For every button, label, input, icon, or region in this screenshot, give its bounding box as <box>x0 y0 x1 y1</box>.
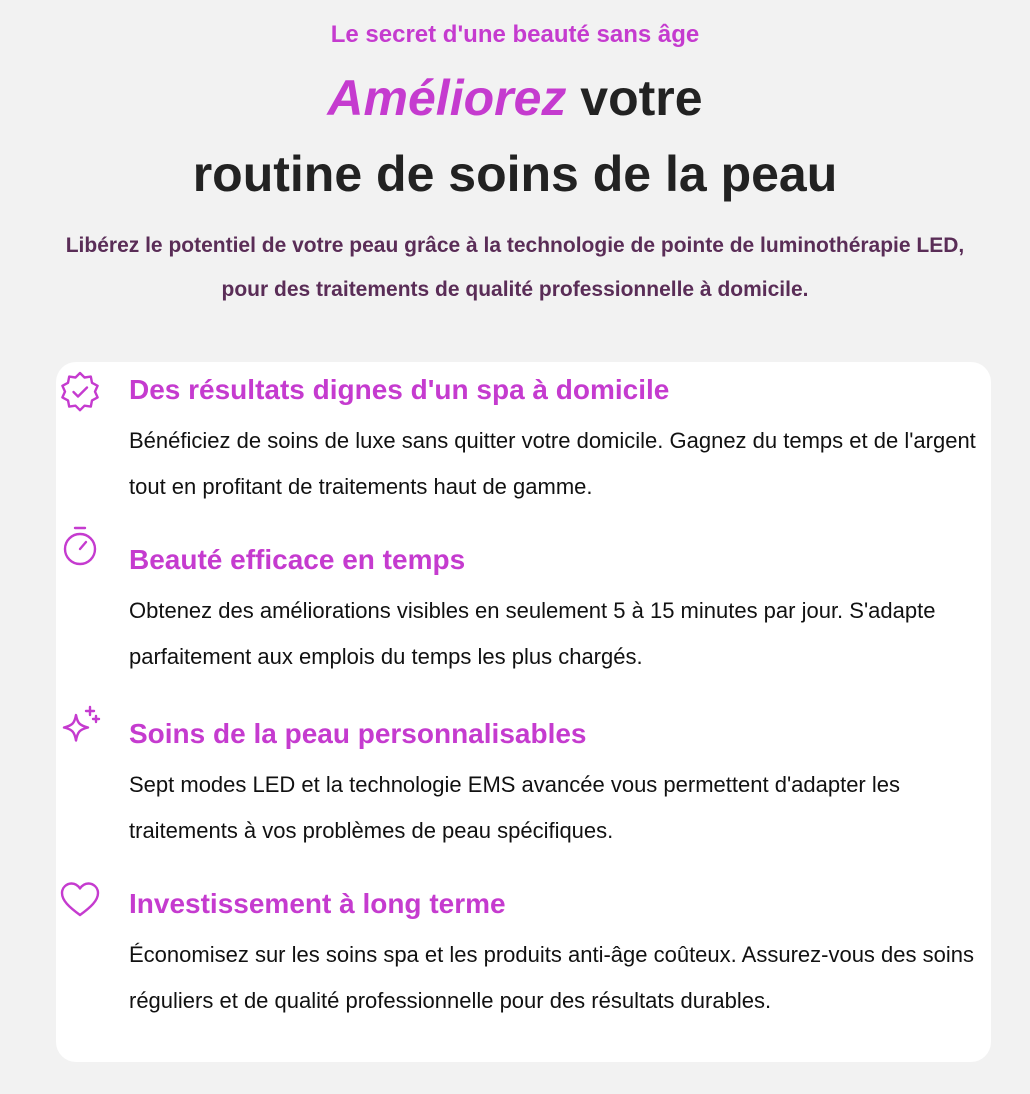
feature-title: Investissement à long terme <box>129 888 506 919</box>
feature-title: Des résultats dignes d'un spa à domicile <box>129 374 670 405</box>
headline-line2: routine de soins de la peau <box>192 146 838 202</box>
feature-description: Économisez sur les soins spa et les produits anti-âge coûteux. Assurez-vous des soins réguliers et de qualité professionnelle pour des résultats durables. <box>129 942 974 1013</box>
headline-accent: Améliorez <box>327 70 567 126</box>
heart-icon <box>58 878 102 922</box>
hero-headline <box>0 60 1030 212</box>
hero-eyebrow: Le secret d'une beauté sans âge <box>330 21 700 48</box>
badge-check-icon <box>58 370 102 414</box>
feature-description: Obtenez des améliorations visibles en seulement 5 à 15 minutes par jour. S'adapte parfaitement aux emplois du temps les plus chargés. <box>129 598 936 669</box>
feature-description: Bénéficiez de soins de luxe sans quitter votre domicile. Gagnez du temps et de l'argent tout en profitant de traitements haut de gamme. <box>129 428 976 499</box>
headline-line1-rest: votre <box>566 70 703 126</box>
features-card <box>56 362 991 1062</box>
sparkles-icon <box>58 702 102 746</box>
timer-icon <box>58 524 102 568</box>
hero-subtitle: Libérez le potentiel de votre peau grâce à la technologie de pointe de luminothérapie LED, pour des traitements de qualité professionnelle à domicile. <box>65 234 965 301</box>
feature-title: Soins de la peau personnalisables <box>129 718 587 749</box>
feature-description: Sept modes LED et la technologie EMS avancée vous permettent d'adapter les traitements à vos problèmes de peau spécifiques. <box>129 772 900 843</box>
feature-title: Beauté efficace en temps <box>129 544 466 575</box>
